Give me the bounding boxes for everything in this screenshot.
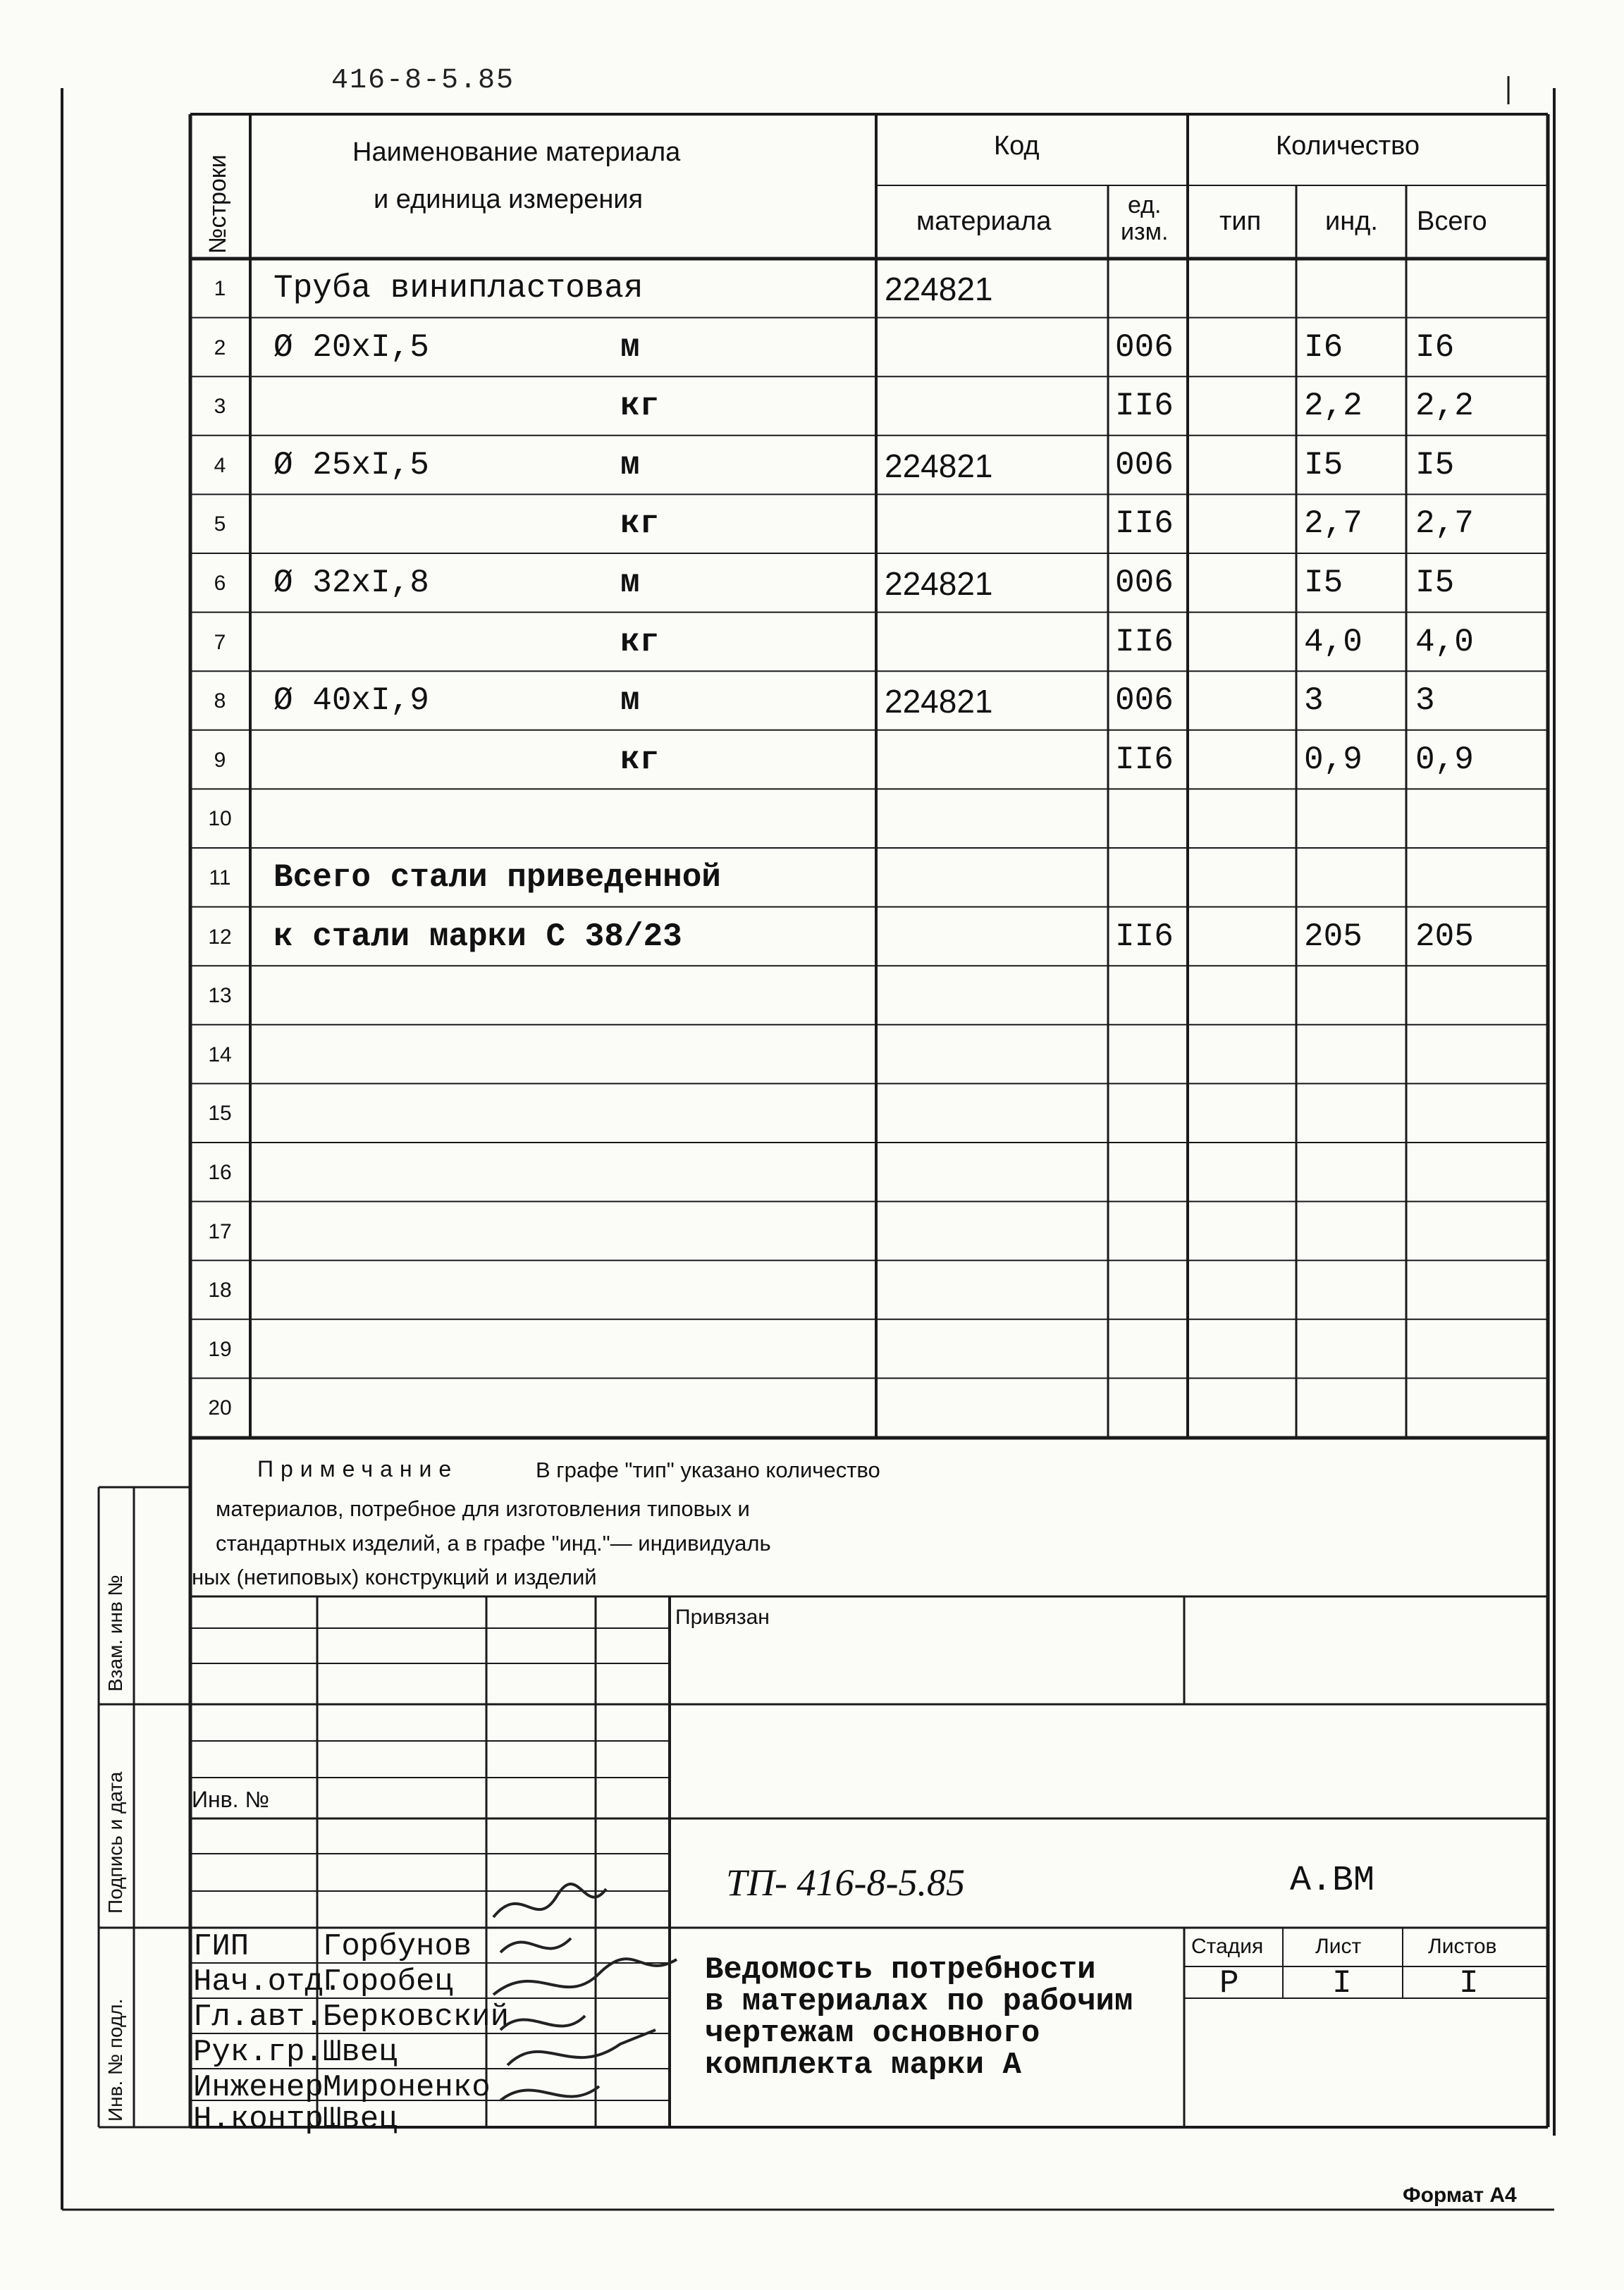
row-number: 10 [208,807,232,831]
row-total: 205 [1415,918,1474,955]
unit-header-line1: ед. [1128,192,1162,218]
row-unit-name: кг [620,623,660,660]
document-code: ТП- 416-8-5.85 [726,1861,965,1904]
row-ind: I5 [1304,446,1343,484]
signer-name: Горбунов [323,1929,472,1964]
row-unit-name: м [620,682,640,720]
row-unit-code: II6 [1115,623,1174,660]
signatures-handwritten [479,1875,712,2129]
title-line4: комплекта марки А [705,2048,1021,2083]
sheet-label: Лист [1315,1935,1362,1958]
row-number-header: №строки [204,154,231,254]
row-number: 4 [214,453,226,477]
row-number: 8 [214,689,226,713]
row-material-name: Всего стали приведенной [273,859,721,896]
top-doc-number: 416-8-5.85 [331,65,515,97]
row-unit-code: II6 [1115,918,1174,955]
row-unit-code: 006 [1115,565,1174,601]
row-material-code: 224821 [885,447,993,484]
row-number: 18 [208,1279,232,1303]
row-unit-name: кг [620,505,660,543]
note-label: Примечание [257,1456,459,1482]
row-material-name: Ø 25хI,5 [273,446,429,484]
quantity-header: Количество [1276,131,1420,161]
row-number: 12 [208,925,232,949]
side-podpis-data-label: Подпись и дата [104,1771,126,1914]
row-unit-name: м [620,565,640,601]
signer-name: Берковский [323,2000,510,2035]
row-number: 20 [208,1396,232,1420]
signer-name: Швец [323,2035,398,2070]
row-number: 2 [214,336,226,359]
row-unit-name: м [620,446,640,484]
note-line3: стандартных изделий, а в графе "инд."— индивидуаль [216,1531,771,1556]
row-number: 6 [214,572,226,595]
row-material-name: Ø 40хI,9 [273,682,429,720]
signer-role: Н.контр. [193,2102,343,2137]
side-inv-podl-label: Инв. № подл. [104,1998,126,2122]
row-total: 2,7 [1415,505,1474,543]
note-line4: ных (нетиповых) конструкций и изделий [192,1565,597,1589]
row-total: 4,0 [1415,623,1474,660]
row-number: 11 [209,866,231,889]
material-code-header: материала [916,207,1052,236]
row-total: 2,2 [1415,388,1474,425]
row-number: 9 [214,748,226,772]
row-number: 19 [208,1337,232,1361]
row-unit-name: м [620,328,640,366]
row-material-code: 224821 [885,271,993,307]
total-header: Всего [1417,207,1487,236]
row-unit-code: II6 [1115,505,1174,543]
row-material-code: 224821 [885,683,993,720]
row-unit-name: кг [620,388,660,425]
inv-number-label: Инв. № [192,1787,269,1812]
row-ind: I6 [1304,328,1343,366]
signer-role: Гл.авт. [193,2000,324,2035]
note-line1: В графе "тип" указано количество [536,1458,880,1482]
row-material-name: Ø 32хI,8 [273,565,429,601]
row-ind: 2,2 [1304,388,1362,425]
row-unit-code: 006 [1115,682,1174,720]
privyazan-label: Привязан [675,1606,770,1629]
title-line3: чертежам основного [705,2016,1040,2051]
row-number: 13 [208,984,232,1008]
row-material-name: Ø 20хI,5 [273,328,429,366]
row-material-name: к стали марки С 38/23 [273,918,682,955]
code-header: Код [994,131,1040,161]
row-material-code: 224821 [885,565,993,602]
format-label: Формат А4 [1403,2184,1517,2207]
title-line1: Ведомость потребности [705,1952,1096,1988]
sheets-label: Листов [1428,1935,1497,1958]
sheet-value: I [1332,1965,1352,2002]
row-ind: 3 [1304,682,1324,720]
row-number: 1 [214,277,226,300]
signer-role: Рук.гр. [193,2035,324,2070]
row-number: 15 [208,1102,232,1126]
row-number: 17 [208,1219,232,1243]
row-number: 14 [208,1042,232,1066]
unit-header-line2: изм. [1121,218,1169,245]
signer-role: ГИП [193,1929,250,1964]
sheets-value: I [1459,1965,1479,2002]
row-total: I6 [1415,328,1455,366]
stage-label: Стадия [1191,1935,1264,1958]
row-material-name: Труба винипластовая [273,270,644,307]
signer-role: Инженер [193,2070,324,2105]
ind-header: инд. [1325,207,1378,236]
title-line2: в материалах по рабочим [705,1984,1133,2019]
type-header: тип [1219,207,1262,236]
row-number: 5 [214,512,226,536]
row-unit-code: 006 [1115,446,1174,484]
name-header-line1: Наименование материала [352,137,681,167]
row-ind: 205 [1304,918,1362,955]
signer-name: Мироненко [323,2070,491,2105]
row-ind: 0,9 [1304,741,1362,778]
row-unit-code: 006 [1115,328,1174,366]
document-mark: А.ВМ [1290,1861,1375,1901]
row-total: 0,9 [1415,741,1474,778]
row-ind: 2,7 [1304,505,1362,543]
side-vzam-inv-label: Взам. инв № [104,1575,126,1692]
stage-value: Р [1219,1965,1239,2002]
signer-name: Швец [323,2102,398,2137]
row-number: 3 [214,395,226,419]
row-ind: I5 [1304,565,1343,601]
row-ind: 4,0 [1304,623,1362,660]
name-header-line2: и единица измерения [374,185,644,214]
note-line2: материалов, потребное для изготовления типовых и [216,1496,750,1521]
row-number: 7 [214,630,226,654]
signer-name: Горобец [323,1964,453,2000]
row-unit-code: II6 [1115,388,1174,425]
signer-role: Нач.отд. [193,1964,343,2000]
row-total: I5 [1415,446,1455,484]
row-unit-name: кг [620,741,660,778]
row-unit-code: II6 [1115,741,1174,778]
row-total: I5 [1415,565,1455,601]
row-total: 3 [1415,682,1435,720]
row-number: 16 [208,1161,232,1184]
